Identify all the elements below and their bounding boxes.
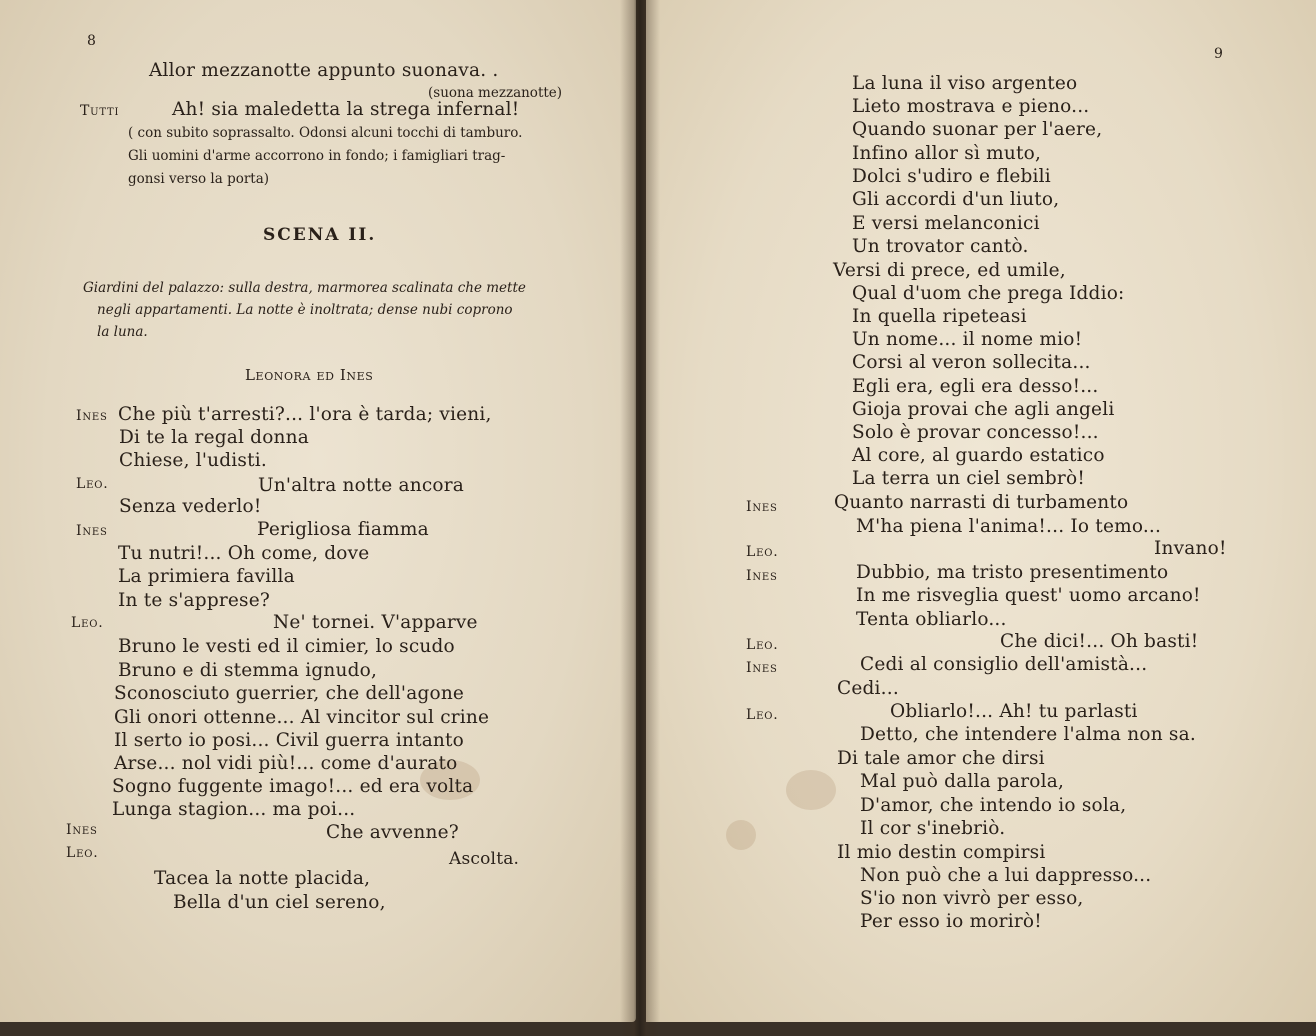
speaker-label: Ines [746, 568, 778, 584]
verse-line: Il cor s'inebriò. [860, 818, 1006, 839]
speaker-label: Ines [746, 499, 778, 515]
verse-line: Lunga stagion... ma poi... [112, 799, 356, 820]
verse-line: Quando suonar per l'aere, [852, 119, 1103, 140]
verse-line: Detto, che intendere l'alma non sa. [860, 724, 1196, 745]
verse-line: Tu nutri!... Oh come, dove [118, 543, 370, 564]
verse-line: Il serto io posi... Civil guerra intanto [114, 730, 465, 751]
verse-line: La luna il viso argenteo [852, 73, 1078, 94]
verse-line: Lieto mostrava e pieno... [852, 96, 1090, 117]
verse-line: Dolci s'udiro e flebili [852, 166, 1051, 187]
verse-line: Al core, al guardo estatico [852, 445, 1105, 466]
verse-line: Un nome... il nome mio! [852, 329, 1083, 350]
speaker-label: Leo. [66, 845, 99, 861]
stage-direction: gonsi verso la porta) [128, 171, 270, 187]
verse-line: M'ha piena l'anima!... Io temo... [856, 516, 1162, 537]
verse-line: Chiese, l'udisti. [119, 450, 267, 471]
verse-line: Di tale amor che dirsi [837, 748, 1045, 769]
verse-line: In quella ripeteasi [852, 306, 1027, 327]
verse-line: Cedi... [837, 678, 899, 699]
verse-line: Perigliosa fiamma [257, 519, 429, 540]
page-number-left: 8 [87, 33, 96, 49]
speaker-label: Leo. [71, 615, 104, 631]
verse-line: Obliarlo!... Ah! tu parlasti [890, 701, 1138, 722]
page-number-right: 9 [1214, 46, 1223, 62]
right-page [646, 0, 1316, 1022]
verse-line: Solo è provar concesso!... [852, 422, 1099, 443]
paper-stain [726, 820, 756, 850]
verse-line: Gioja provai che agli angeli [852, 399, 1115, 420]
verse-line: D'amor, che intendo io sola, [860, 795, 1127, 816]
verse-line: Di te la regal donna [119, 427, 310, 448]
scene-heading: SCENA II. [263, 225, 377, 245]
verse-line: Per esso io morirò! [860, 911, 1042, 932]
verse-line: Che più t'arresti?... l'ora è tarda; vieni, [118, 404, 492, 425]
stage-direction: ( con subito soprassalto. Odonsi alcuni tocchi di tamburo. [128, 125, 523, 141]
speaker-label: Leo. [746, 707, 779, 723]
verse-line: In te s'apprese? [118, 590, 271, 611]
stage-direction: Gli uomini d'arme accorrono in fondo; i famigliari trag- [128, 148, 506, 164]
speaker-label: Ines [76, 523, 108, 539]
characters-on-stage: Leonora ed Ines [245, 366, 374, 384]
verse-line: Un trovator cantò. [852, 236, 1029, 257]
left-page [0, 0, 636, 1022]
speaker-label: Ines [746, 660, 778, 676]
speaker-label: Ines [66, 822, 98, 838]
verse-line: Bruno e di stemma ignudo, [118, 660, 378, 681]
speaker-label: Leo. [746, 637, 779, 653]
verse-line: Ne' tornei. V'apparve [273, 612, 478, 633]
verse-line: Cedi al consiglio dell'amistà... [860, 654, 1148, 675]
verse-line: Gli onori ottenne... Al vincitor sul crine [114, 707, 490, 728]
speaker-label: Ines [76, 408, 108, 424]
verse-line: Versi di prece, ed umile, [833, 260, 1066, 281]
scene-setting: negli appartamenti. La notte è inoltrata; dense nubi coprono [97, 302, 513, 318]
verse-line: Che avvenne? [326, 822, 459, 843]
verse-line: E versi melanconici [852, 213, 1040, 234]
book-gutter [620, 0, 660, 1036]
verse-line: Mal può dalla parola, [860, 771, 1065, 792]
verse-line: Egli era, egli era desso!... [852, 376, 1099, 397]
paper-stain [786, 770, 836, 810]
verse-line: Allor mezzanotte appunto suonava. . [149, 60, 499, 81]
verse-line: S'io non vivrò per esso, [860, 888, 1084, 909]
verse-line: In me risveglia quest' uomo arcano! [856, 585, 1201, 606]
verse-line: Sogno fuggente imago!... ed era volta [112, 776, 474, 797]
verse-line: Senza vederlo! [119, 496, 262, 517]
verse-line: Infino allor sì muto, [852, 143, 1042, 164]
verse-line: Un'altra notte ancora [258, 475, 464, 496]
verse-line: Bella d'un ciel sereno, [173, 892, 386, 913]
speaker-label: Tutti [80, 103, 120, 119]
verse-line: Corsi al veron sollecita... [852, 352, 1091, 373]
verse-line: Dubbio, ma tristo presentimento [856, 562, 1169, 583]
verse-line: Sconosciuto guerrier, che dell'agone [114, 683, 465, 704]
speaker-label: Leo. [746, 544, 779, 560]
scene-setting: la luna. [97, 324, 148, 340]
verse-line: Tenta obliarlo... [856, 609, 1007, 630]
verse-line: Gli accordi d'un liuto, [852, 189, 1060, 210]
verse-line: Tacea la notte placida, [154, 868, 371, 889]
verse-line: Invano! [1154, 538, 1227, 559]
verse-line: Il mio destin compirsi [837, 842, 1046, 863]
verse-line: La primiera favilla [118, 566, 295, 587]
verse-line: Ascolta. [449, 849, 520, 869]
verse-line: Qual d'uom che prega Iddio: [852, 283, 1125, 304]
verse-line: Che dici!... Oh basti! [1000, 631, 1199, 652]
verse-line: Non può che a lui dappresso... [860, 865, 1152, 886]
verse-line: Quanto narrasti di turbamento [834, 492, 1129, 513]
speaker-label: Leo. [76, 476, 109, 492]
verse-line: Bruno le vesti ed il cimier, lo scudo [118, 636, 455, 657]
verse-line: Arse... nol vidi più!... come d'aurato [114, 753, 458, 774]
scene-setting: Giardini del palazzo: sulla destra, marmorea scalinata che mette [83, 280, 526, 296]
verse-line: Ah! sia maledetta la strega infernal! [172, 99, 520, 120]
stage-direction: (suona mezzanotte) [428, 85, 563, 101]
verse-line: La terra un ciel sembrò! [852, 468, 1085, 489]
